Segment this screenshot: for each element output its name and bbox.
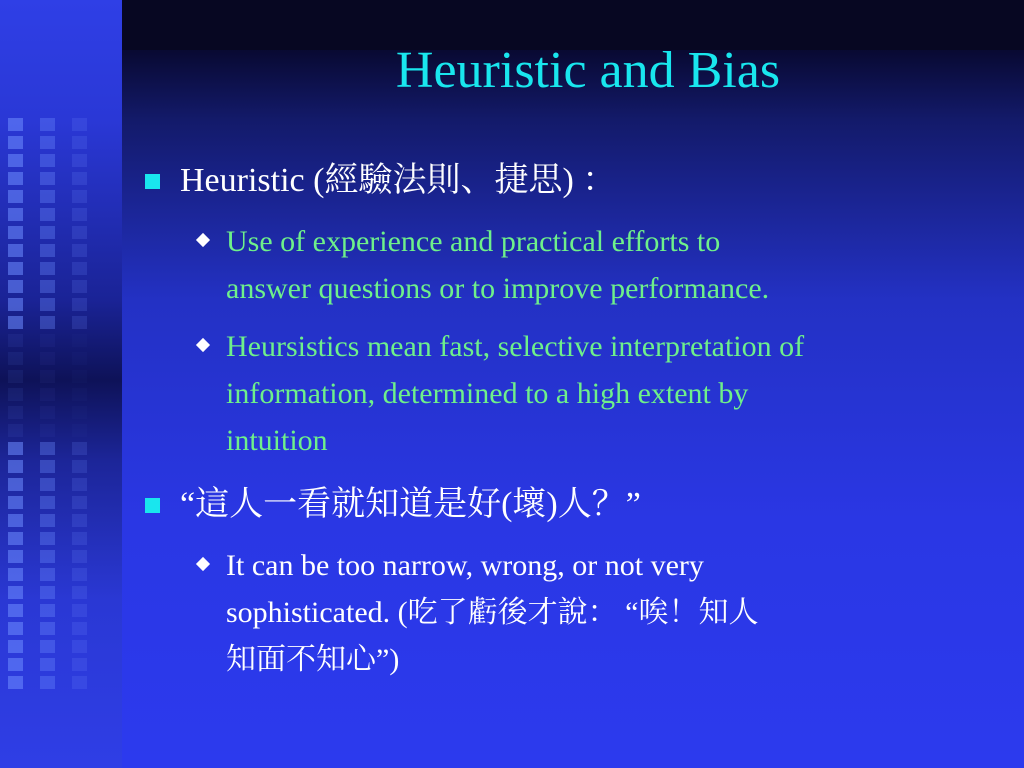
diamond-bullet-icon xyxy=(196,557,210,571)
diamond-bullet-icon xyxy=(196,338,210,352)
subpoint-line: Use of experience and practical efforts to xyxy=(226,225,721,258)
square-bullet-icon xyxy=(145,498,160,513)
subpoint-line: answer questions or to improve performance. xyxy=(226,272,770,305)
subpoint-definition xyxy=(226,218,769,312)
bullet-point-text: Heuristic (經驗法則、捷思) ： xyxy=(180,162,617,199)
subpoint-line: information, determined to a high extent by xyxy=(226,377,749,410)
slide-title: Heuristic and Bias xyxy=(395,42,781,99)
subpoint-line: Heursistics mean fast, selective interpretation of xyxy=(226,330,805,363)
square-bullet-icon xyxy=(145,174,160,189)
bullet-point-heuristic xyxy=(180,158,616,204)
subpoint-line: It can be too narrow, wrong, or not very xyxy=(226,549,704,582)
diamond-bullet-icon xyxy=(196,233,210,247)
bullet-point-quote xyxy=(180,482,641,528)
subpoint-narrow xyxy=(226,542,758,683)
subpoint-interpretation xyxy=(226,323,804,464)
subpoint-line: 知面不知心”) xyxy=(226,643,400,676)
subpoint-line: sophisticated. (吃了虧後才說： “唉！知人 xyxy=(226,596,759,629)
bullet-point-text: “這人一看就知道是好(壞)人？” xyxy=(180,486,641,523)
subpoint-line: intuition xyxy=(226,424,328,457)
